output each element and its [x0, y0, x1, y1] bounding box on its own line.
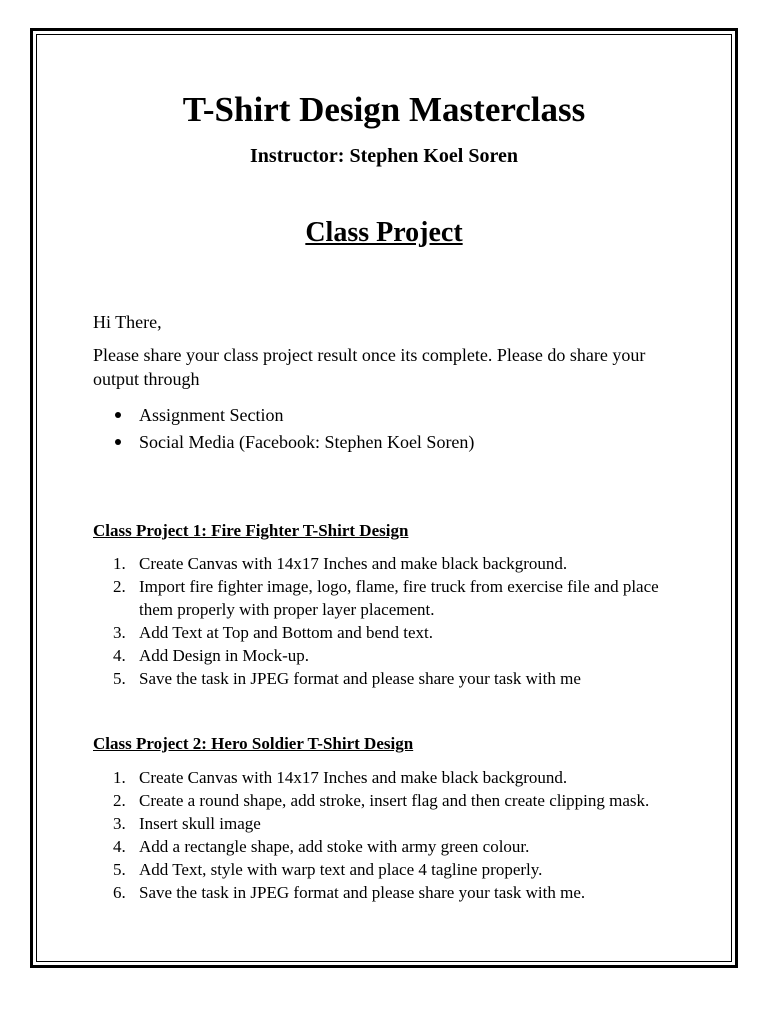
bullet-icon — [115, 439, 121, 445]
instructor-line: Instructor: Stephen Koel Soren — [250, 145, 518, 167]
list-item — [93, 835, 683, 858]
step-number: 2. — [113, 791, 126, 810]
list-item-text: Assignment Section — [139, 405, 284, 425]
step-number: 3. — [113, 814, 126, 833]
step-text: Add Design in Mock-up. — [139, 646, 309, 665]
list-item — [93, 667, 683, 690]
list-item — [93, 812, 683, 835]
list-item — [93, 858, 683, 881]
step-number: 6. — [113, 883, 126, 902]
list-item — [93, 766, 683, 789]
step-text: Add a rectangle shape, add stoke with army green colour. — [139, 837, 530, 856]
step-number: 1. — [113, 554, 126, 573]
bullet-icon — [115, 412, 121, 418]
step-number: 4. — [113, 646, 126, 665]
project-2-steps — [93, 766, 683, 904]
step-text: Create Canvas with 14x17 Inches and make black background. — [139, 554, 568, 573]
step-text: Add Text at Top and Bottom and bend text. — [139, 623, 433, 642]
project-2-heading: Class Project 2: Hero Soldier T-Shirt Design — [93, 734, 414, 753]
section-heading: Class Project — [305, 217, 463, 248]
share-channel-list — [93, 402, 474, 456]
step-number: 3. — [113, 623, 126, 642]
step-number: 1. — [113, 768, 126, 787]
list-item — [93, 644, 683, 667]
list-item — [93, 575, 683, 621]
list-item-text: Social Media (Facebook: Stephen Koel Soren) — [139, 432, 475, 452]
step-number: 5. — [113, 669, 126, 688]
step-text: Save the task in JPEG format and please share your task with me. — [139, 883, 586, 902]
list-item — [93, 402, 474, 429]
project-1-steps — [93, 552, 683, 690]
step-text: Save the task in JPEG format and please share your task with me — [139, 669, 581, 688]
document-title: T-Shirt Design Masterclass — [182, 90, 586, 129]
intro-paragraph: Please share your class project result once its complete. Please do share your output through — [93, 345, 646, 389]
list-item — [93, 552, 683, 575]
list-item — [93, 881, 683, 904]
list-item — [93, 429, 474, 456]
greeting: Hi There, — [93, 312, 162, 332]
project-1-heading: Class Project 1: Fire Fighter T-Shirt Design — [93, 521, 409, 540]
step-text: Import fire fighter image, logo, flame, fire truck from exercise file and place them properly with proper layer placement. — [139, 577, 659, 619]
step-text: Insert skull image — [139, 814, 261, 833]
step-text: Create a round shape, add stroke, insert flag and then create clipping mask. — [139, 791, 650, 810]
step-text: Create Canvas with 14x17 Inches and make black background. — [139, 768, 568, 787]
step-text: Add Text, style with warp text and place 4 tagline properly. — [139, 860, 543, 879]
step-number: 2. — [113, 577, 126, 596]
step-number: 4. — [113, 837, 126, 856]
list-item — [93, 621, 683, 644]
list-item — [93, 789, 683, 812]
step-number: 5. — [113, 860, 126, 879]
